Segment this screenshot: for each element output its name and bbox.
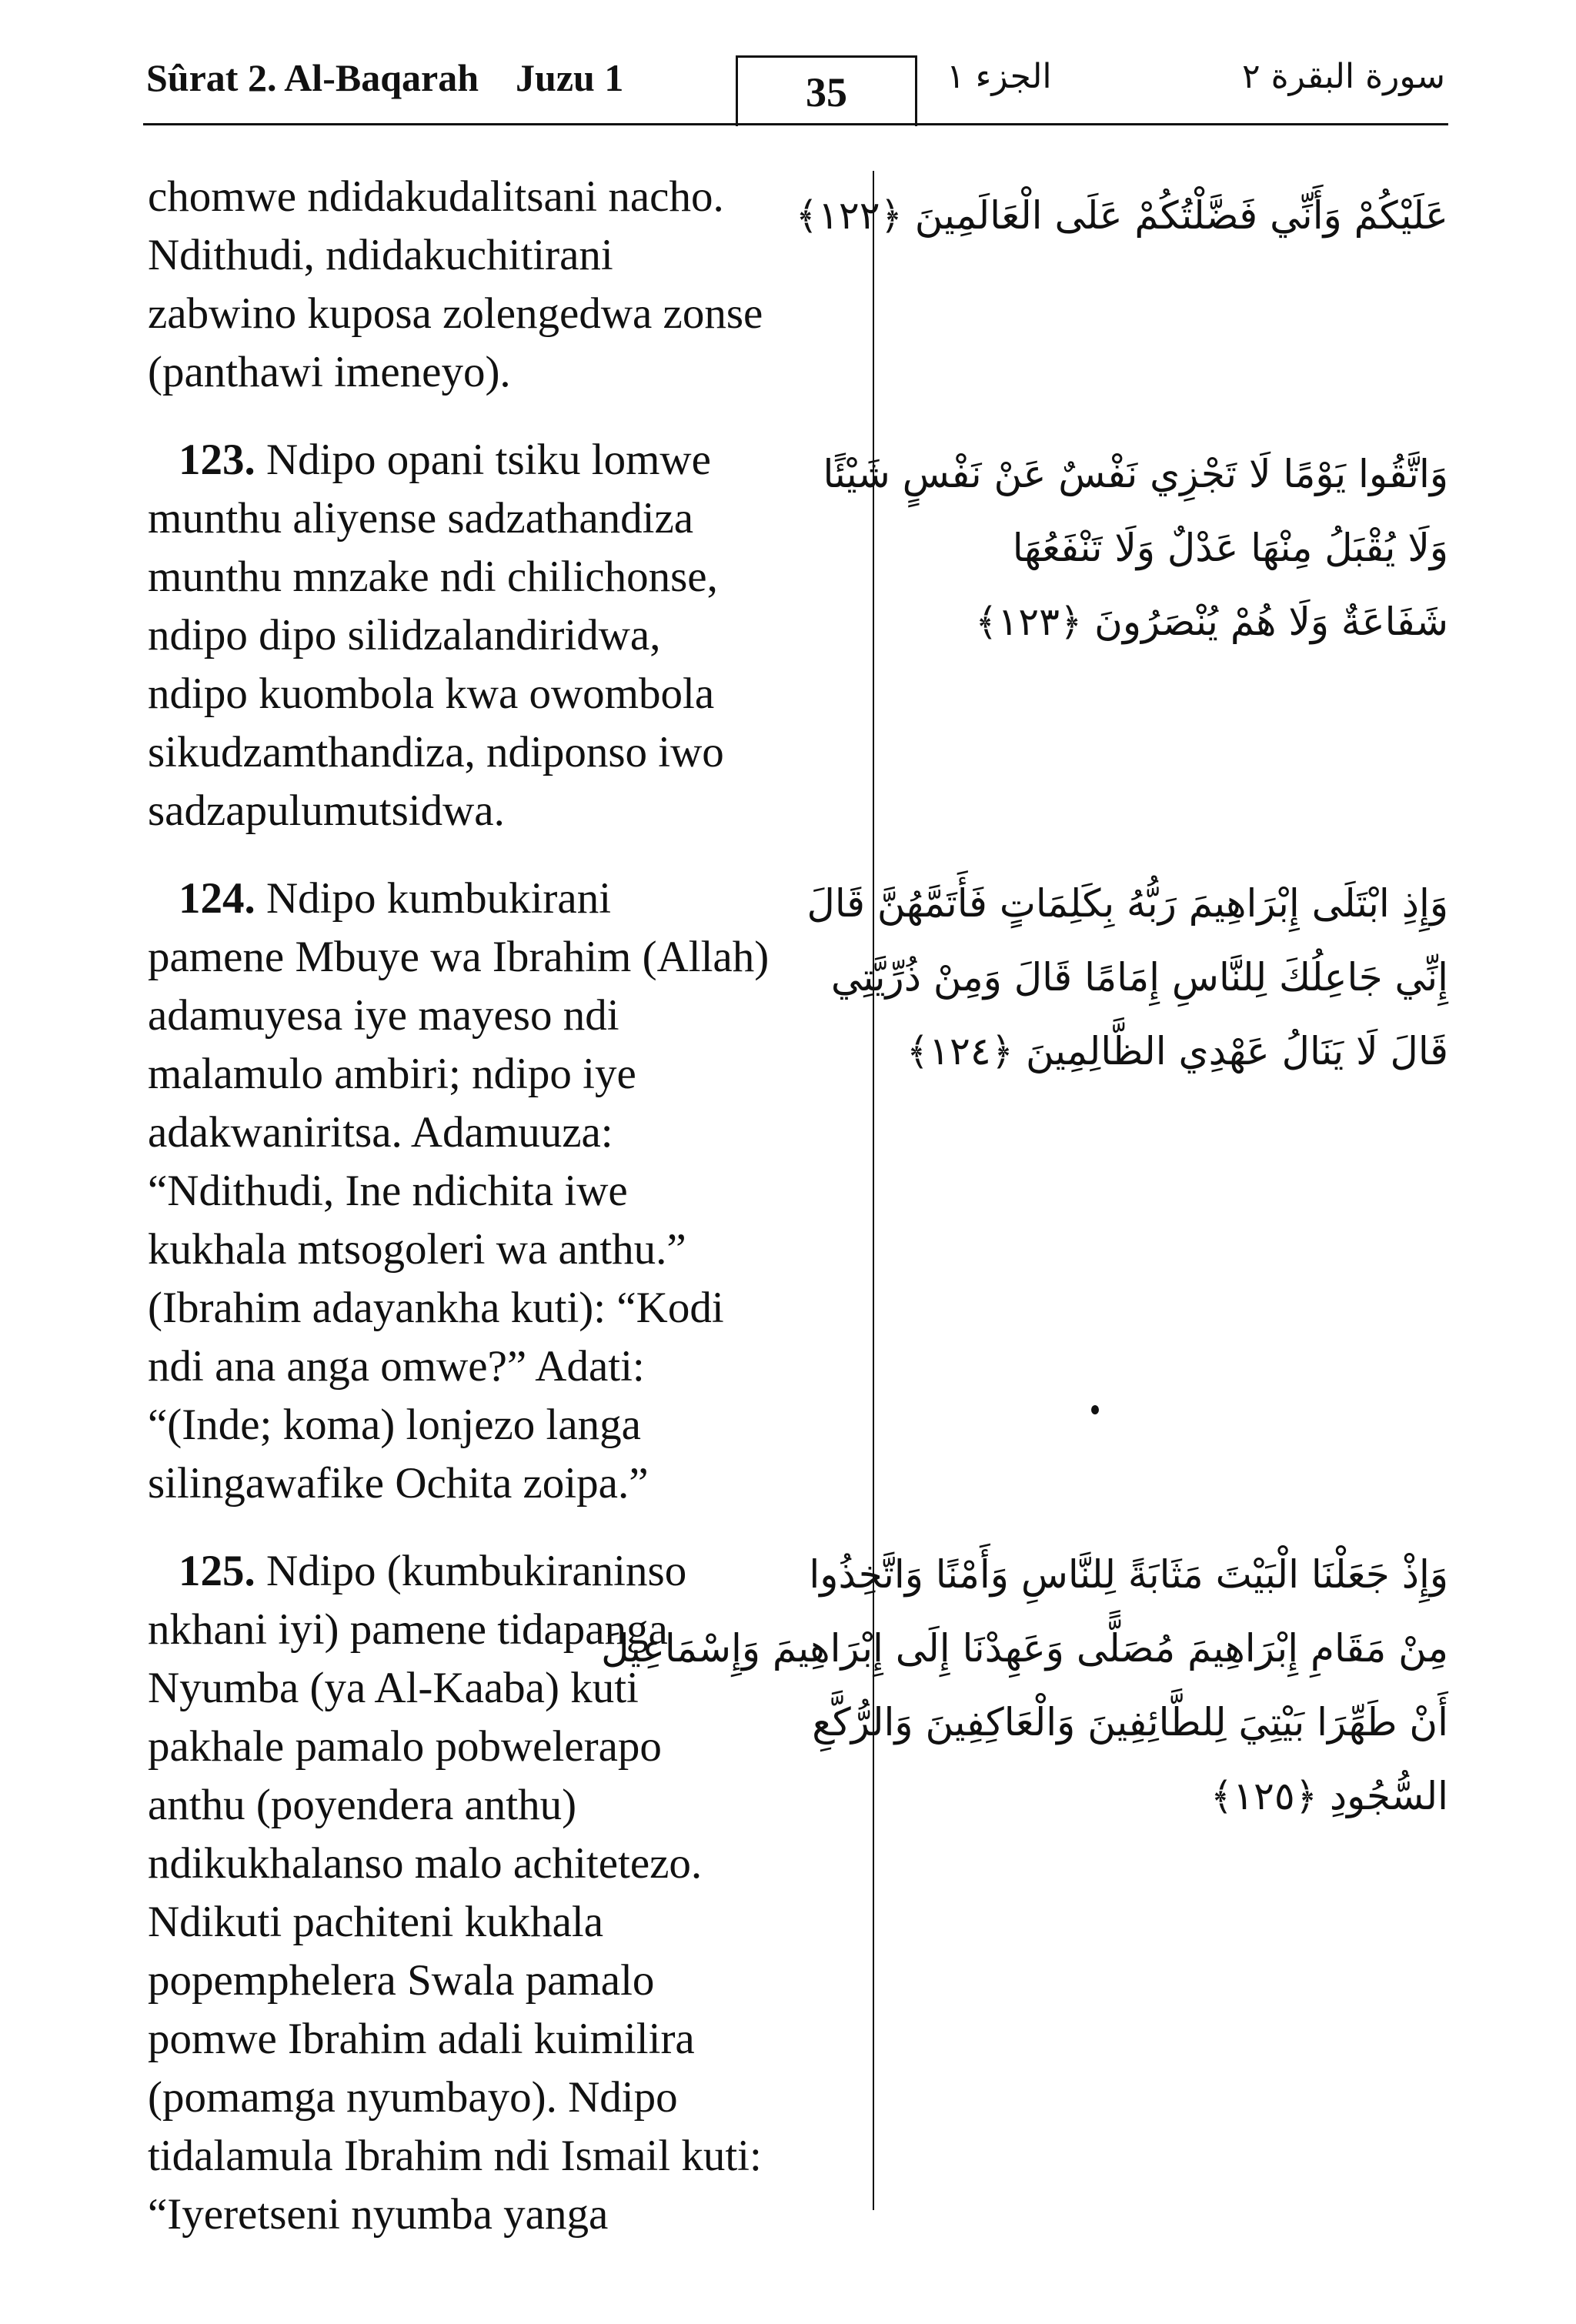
surah-title-english: Sûrat 2. Al-Baqarah: [146, 56, 479, 99]
text-line: adamuyesa iye mayeso ndi: [148, 991, 619, 1040]
verse-number: 124.: [179, 874, 255, 923]
arabic-verse-125: [601, 1538, 1448, 1833]
text-line: malamulo ambiri; ndipo iye: [148, 1050, 636, 1098]
page-number: 35: [806, 68, 847, 115]
text-line: silingawafike Ochita zoipa.”: [148, 1459, 649, 1508]
text-line: “Iyeretseni nyumba yanga: [148, 2190, 609, 2239]
text-line: ndipo kuombola kwa owombola: [148, 669, 715, 718]
arabic-verse-123: [823, 437, 1448, 659]
text-line: “Ndithudi, Ine ndichita iwe: [148, 1167, 628, 1215]
text-line: ndipo dipo silidzalandiridwa,: [148, 611, 661, 659]
arabic-line: وَاتَّقُوا يَوْمًا لَا تَجْزِي نَفْسٌ عَنْ نَفْسٍ شَيْئًا: [823, 452, 1448, 496]
arabic-line: وَإِذِ ابْتَلَى إِبْرَاهِيمَ رَبُّهُ بِكَلِمَاتٍ فَأَتَمَّهُنَّ قَالَ: [806, 881, 1448, 926]
text-line: Ndithudi, ndidakuchitirani: [148, 231, 613, 279]
juz-label-arabic: الجزء ١: [947, 57, 1052, 96]
text-line: (pomamga nyumbayo). Ndipo: [148, 2073, 678, 2122]
text-line: 124. Ndipo kumbukirani: [179, 874, 612, 923]
arabic-line: عَلَيْكُمْ وَأَنِّي فَضَّلْتُكُمْ عَلَى الْعَالَمِينَ ﴿١٢٢﴾: [795, 193, 1448, 238]
text-line: (panthawi imeneyo).: [148, 348, 511, 396]
text-line: chomwe ndidakudalitsani nacho.: [148, 172, 724, 221]
header-rule: [143, 123, 1448, 125]
running-header-english: [146, 55, 623, 100]
arabic-line: قَالَ لَا يَنَالُ عَهْدِي الظَّالِمِينَ ﴿١٢٤﴾: [906, 1029, 1448, 1074]
arabic-line: أَنْ طَهِّرَا بَيْتِيَ لِلطَّائِفِينَ وَالْعَاكِفِينَ وَالرُّكَّعِ: [812, 1700, 1448, 1745]
text-line: Ndikuti pachiteni kukhala: [148, 1898, 604, 1946]
stray-dot: [1091, 1405, 1099, 1414]
text-line: “(Inde; koma) lonjezo langa: [148, 1401, 641, 1449]
text-line: tidalamula Ibrahim ndi Ismail kuti:: [148, 2132, 762, 2180]
text-line: ndikukhalanso malo achitetezo.: [148, 1839, 703, 1888]
text-line: (Ibrahim adayankha kuti): “Kodi: [148, 1284, 724, 1332]
arabic-line: وَلَا يُقْبَلُ مِنْهَا عَدْلٌ وَلَا تَنْفَعُهَا: [1012, 526, 1448, 570]
translation-paragraph-124: [148, 870, 856, 1513]
text-line: zabwino kuposa zolengedwa zonse: [148, 289, 763, 338]
text-line: munthu mnzake ndi chilichonse,: [148, 553, 718, 601]
page-number-box: [736, 55, 917, 126]
verse-number: 125.: [179, 1547, 255, 1595]
text-line: anthu (poyendera anthu): [148, 1781, 577, 1829]
text-line: kukhala mtsogoleri wa anthu.”: [148, 1225, 686, 1274]
arabic-line: شَفَاعَةٌ وَلَا هُمْ يُنْصَرُونَ ﴿١٢٣﴾: [975, 599, 1448, 644]
juzu-label: Juzu 1: [516, 56, 624, 99]
text-line: popemphelera Swala pamalo: [148, 1956, 655, 2005]
arabic-line: وَإِذْ جَعَلْنَا الْبَيْتَ مَثَابَةً لِلنَّاسِ وَأَمْنًا وَاتَّخِذُوا: [809, 1552, 1448, 1597]
translation-column: [148, 168, 856, 2244]
translation-paragraph-122: [148, 168, 856, 402]
verse-number: 123.: [179, 436, 255, 484]
arabic-line: السُّجُودِ ﴿١٢٥﴾: [1210, 1774, 1448, 1818]
text-line: pakhale pamalo pobwelerapo: [148, 1722, 662, 1771]
arabic-verse-122: [795, 179, 1448, 252]
text-line: pamene Mbuye wa Ibrahim (Allah): [148, 933, 770, 981]
text-line: 125. Ndipo (kumbukiraninso: [179, 1547, 687, 1595]
text-line: pomwe Ibrahim adali kuimilira: [148, 2015, 695, 2063]
text-line: sikudzamthandiza, ndiponso iwo: [148, 728, 724, 776]
surah-title-arabic: سورة البقرة ٢: [1241, 57, 1445, 96]
text-line: munthu aliyense sadzathandiza: [148, 494, 694, 543]
text-line: sadzapulumutsidwa.: [148, 786, 505, 835]
text-line: nkhani iyi) pamene tidapanga: [148, 1605, 668, 1654]
arabic-line: إِنِّي جَاعِلُكَ لِلنَّاسِ إِمَامًا قَالَ وَمِنْ ذُرِّيَّتِي: [830, 955, 1448, 1000]
arabic-verse-124: [806, 866, 1448, 1088]
arabic-line: مِنْ مَقَامِ إِبْرَاهِيمَ مُصَلًّى وَعَهِدْنَا إِلَى إِبْرَاهِيمَ وَإِسْمَاعِيلَ: [601, 1626, 1448, 1671]
text-line: Nyumba (ya Al-Kaaba) kuti: [148, 1664, 639, 1712]
text-line: 123. Ndipo opani tsiku lomwe: [179, 436, 711, 484]
translation-paragraph-123: [148, 431, 856, 840]
text-line: adakwaniritsa. Adamuuza:: [148, 1108, 613, 1157]
text-line: ndi ana anga omwe?” Adati:: [148, 1342, 645, 1391]
